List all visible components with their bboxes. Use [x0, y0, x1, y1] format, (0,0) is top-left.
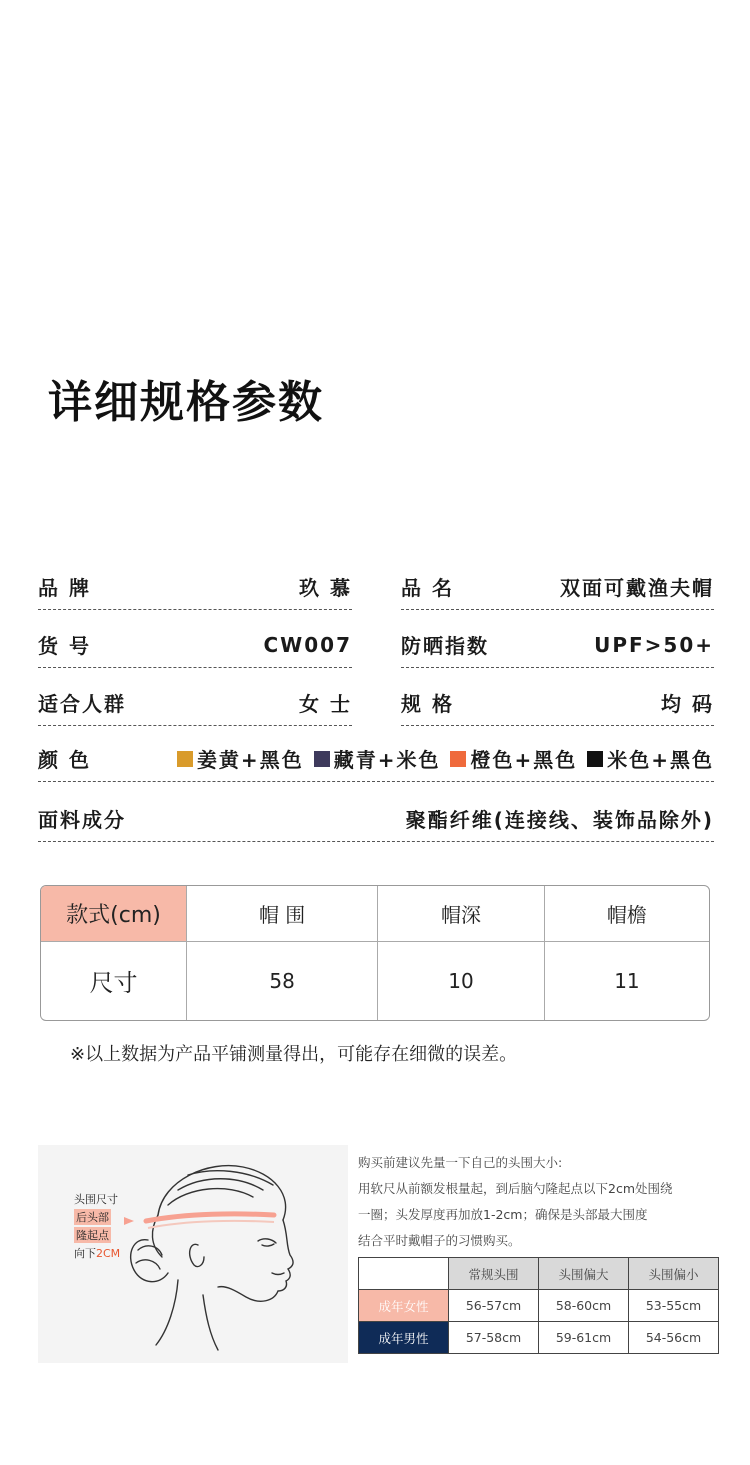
spec-name-label: 品 名 — [401, 576, 454, 600]
head-measure-illustration — [38, 1145, 348, 1363]
spec-color-label: 颜 色 — [38, 748, 91, 772]
spec-size-label: 规 格 — [401, 692, 454, 716]
spec-color — [38, 730, 714, 782]
spec-brand-label: 品 牌 — [38, 576, 91, 600]
spec-brand-value: 玖 慕 — [299, 576, 352, 600]
spec-name — [401, 558, 714, 610]
illus-label-back-head: 后头部 — [76, 1211, 109, 1224]
spec-audience-value: 女 士 — [299, 692, 352, 716]
spec-sku — [38, 616, 352, 668]
spec-audience — [38, 674, 352, 726]
color-options — [177, 744, 714, 773]
guide-line: 购买前建议先量一下自己的头围大小: — [358, 1155, 563, 1170]
size-table-cell: 11 — [614, 968, 640, 993]
spec-fabric — [38, 790, 714, 842]
head-size-cell: 59-61cm — [539, 1322, 629, 1354]
guide-line: 用软尺从前额发根量起，到后脑勺隆起点以下2cm处围绕 — [358, 1181, 673, 1196]
spec-fabric-label: 面料成分 — [38, 808, 126, 832]
head-size-header: 常规头围 — [449, 1258, 539, 1290]
color-option — [177, 744, 304, 773]
size-table-header-brim: 帽檐 — [544, 886, 709, 941]
head-size-cell: 58-60cm — [539, 1290, 629, 1322]
color-option — [314, 744, 441, 773]
illus-label-2cm: 2CM — [96, 1247, 121, 1260]
head-size-row-women: 成年女性 — [359, 1290, 449, 1322]
illus-label-head-size: 头围尺寸 — [74, 1193, 118, 1206]
page-title: 详细规格参数 — [48, 377, 324, 428]
measure-guide — [358, 1150, 720, 1254]
color-swatch — [314, 751, 330, 767]
size-table-row-label: 尺寸 — [41, 941, 187, 1020]
color-swatch — [587, 751, 603, 767]
spec-upf-value: UPF>50+ — [594, 632, 714, 657]
spec-size-value: 均 码 — [661, 692, 714, 716]
head-size-table — [358, 1257, 719, 1354]
spec-sku-value: CW007 — [263, 632, 352, 657]
measurement-note: ※以上数据为产品平铺测量得出，可能存在细微的误差。 — [70, 1044, 518, 1065]
head-size-row-men: 成年男性 — [359, 1322, 449, 1354]
size-table-header-depth: 帽深 — [378, 886, 545, 941]
spec-upf-label: 防晒指数 — [401, 634, 489, 658]
color-option-label: 藏青+米色 — [333, 748, 441, 772]
spec-size — [401, 674, 714, 726]
size-table-header-circumference: 帽 围 — [187, 886, 378, 941]
head-size-cell: 53-55cm — [629, 1290, 719, 1322]
spec-upf — [401, 616, 714, 668]
head-size-header: 头围偏大 — [539, 1258, 629, 1290]
color-option — [587, 744, 714, 773]
color-option-label: 姜黄+黑色 — [196, 748, 304, 772]
size-table-cell: 10 — [378, 941, 545, 1020]
illus-label-bump: 隆起点 — [76, 1229, 109, 1242]
illus-label-down — [74, 1245, 120, 1261]
spec-fabric-value: 聚酯纤维(连接线、装饰品除外) — [405, 808, 714, 832]
color-swatch — [450, 751, 466, 767]
size-table-header-style: 款式(cm) — [41, 886, 187, 941]
size-table — [40, 885, 710, 1021]
guide-line: 结合平时戴帽子的习惯购买。 — [358, 1233, 521, 1248]
color-option-label: 橙色+黑色 — [470, 748, 578, 772]
color-swatch — [177, 751, 193, 767]
color-option — [450, 744, 577, 773]
guide-line: 一圈；头发厚度再加放1-2cm；确保是头部最大围度 — [358, 1207, 648, 1222]
head-size-cell: 57-58cm — [449, 1322, 539, 1354]
spec-brand — [38, 558, 352, 610]
spec-audience-label: 适合人群 — [38, 692, 126, 716]
spec-name-value: 双面可戴渔夫帽 — [560, 576, 714, 600]
head-size-header-empty — [359, 1258, 449, 1290]
illus-label-down-text: 向下 — [74, 1247, 96, 1260]
head-size-cell: 56-57cm — [449, 1290, 539, 1322]
head-size-header: 头围偏小 — [629, 1258, 719, 1290]
color-option-label: 米色+黑色 — [607, 748, 714, 772]
head-size-cell: 54-56cm — [629, 1322, 719, 1354]
size-table-cell: 58 — [187, 941, 378, 1020]
spec-sku-label: 货 号 — [38, 634, 91, 658]
